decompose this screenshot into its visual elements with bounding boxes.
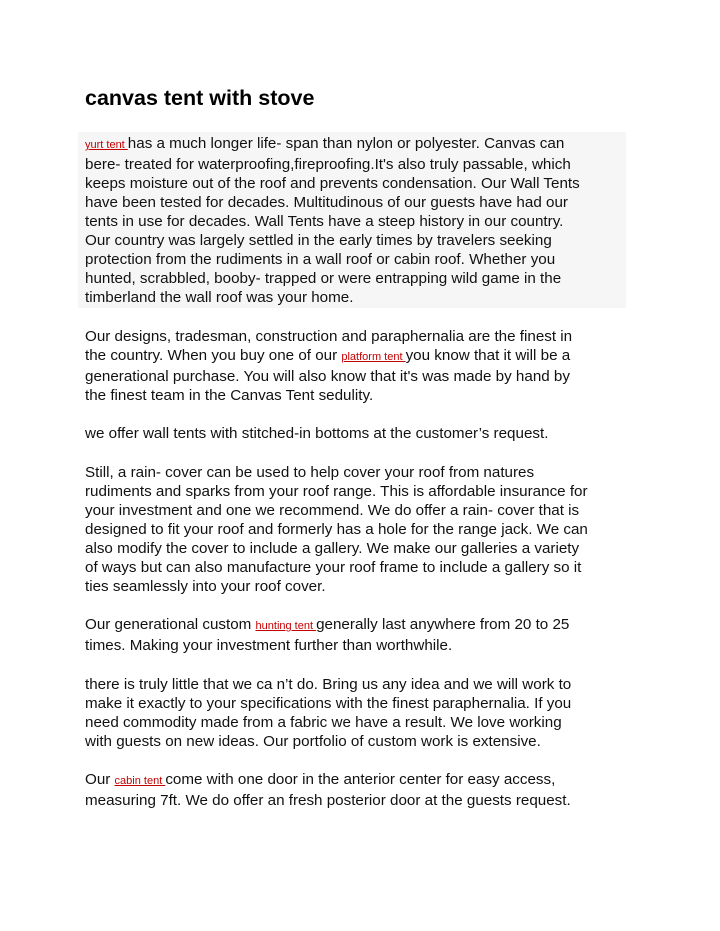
platform-tent-link[interactable]: platform tent xyxy=(341,350,406,363)
text-line: Our generational custom hunting tent generally last anywhere from 20 to 25 xyxy=(85,616,570,633)
text-line: your investment and one we recommend. We do offer a rain- cover that is xyxy=(85,501,580,519)
text-line: tents in use for decades. Wall Tents have a steep history in our country. xyxy=(85,213,564,230)
yurt-tent-link[interactable]: yurt tent xyxy=(85,139,128,151)
document-title: canvas tent with stove xyxy=(85,86,315,110)
text-line: designed to fit your roof and formerly has a hole for the range jack. We can xyxy=(85,520,588,538)
hunting-tent-link[interactable]: hunting tent xyxy=(255,620,317,632)
cabin-tent-link[interactable]: cabin tent xyxy=(114,775,166,787)
text-line: keeps moisture out of the roof and prevents condensation. Our Wall Tents xyxy=(85,175,580,192)
text-line: generational purchase. You will also know that it's was made by hand by xyxy=(85,367,570,385)
text-line: protection from the rudiments in a wall roof or cabin roof. Whether you xyxy=(85,251,556,268)
paragraph-6 xyxy=(85,675,645,751)
paragraph-4 xyxy=(85,463,645,596)
text-line: also modify the cover to include a gallery. We make our galleries a variety xyxy=(85,539,580,557)
text-line: ties seamlessly into your roof cover. xyxy=(85,577,326,595)
paragraph-3 xyxy=(85,424,645,443)
paragraph-1 xyxy=(85,134,645,307)
text-line: have been tested for decades. Multitudinous of our guests have had our xyxy=(85,194,568,211)
text-line: Our designs, tradesman, construction and paraphernalia are the finest in xyxy=(85,327,573,345)
text-line: make it exactly to your specifications with the finest paraphernalia. If you xyxy=(85,694,572,712)
text-line: times. Making your investment further than worthwhile. xyxy=(85,637,453,654)
text-line: the country. When you buy one of our platform tent you know that it will be a xyxy=(85,346,571,364)
text-line: rudiments and sparks from your roof range. This is affordable insurance for xyxy=(85,482,588,500)
text-line: need commodity made from a fabric we have a result. We love working xyxy=(85,713,562,731)
text-line: Still, a rain- cover can be used to help cover your roof from natures xyxy=(85,463,535,481)
text-line: the finest team in the Canvas Tent sedulity. xyxy=(85,386,374,404)
paragraph-5 xyxy=(85,615,645,655)
text-line: we offer wall tents with stitched-in bottoms at the customer’s request. xyxy=(85,425,549,442)
paragraph-2 xyxy=(85,327,645,405)
text-line: there is truly little that we ca n’t do. Bring us any idea and we will work to xyxy=(85,675,572,693)
document-body xyxy=(85,134,645,810)
text-line: Our cabin tent come with one door in the anterior center for easy access, xyxy=(85,771,556,788)
text-line: yurt tent has a much longer life- span than nylon or polyester. Canvas can xyxy=(85,135,565,152)
text-line: of ways but can also manufacture your roof frame to include a gallery so it xyxy=(85,558,582,576)
text-line: bere- treated for waterproofing,fireproofing.It's also truly passable, which xyxy=(85,156,571,173)
paragraph-7 xyxy=(85,770,645,810)
text-line: Our country was largely settled in the early times by travelers seeking xyxy=(85,232,552,249)
text-line: measuring 7ft. We do offer an fresh posterior door at the guests request. xyxy=(85,792,571,809)
text-line: with guests on new ideas. Our portfolio of custom work is extensive. xyxy=(85,732,541,750)
text-line: timberland the wall roof was your home. xyxy=(85,289,354,306)
text-line: hunted, scrabbled, booby- trapped or were entrapping wild game in the xyxy=(85,270,562,287)
